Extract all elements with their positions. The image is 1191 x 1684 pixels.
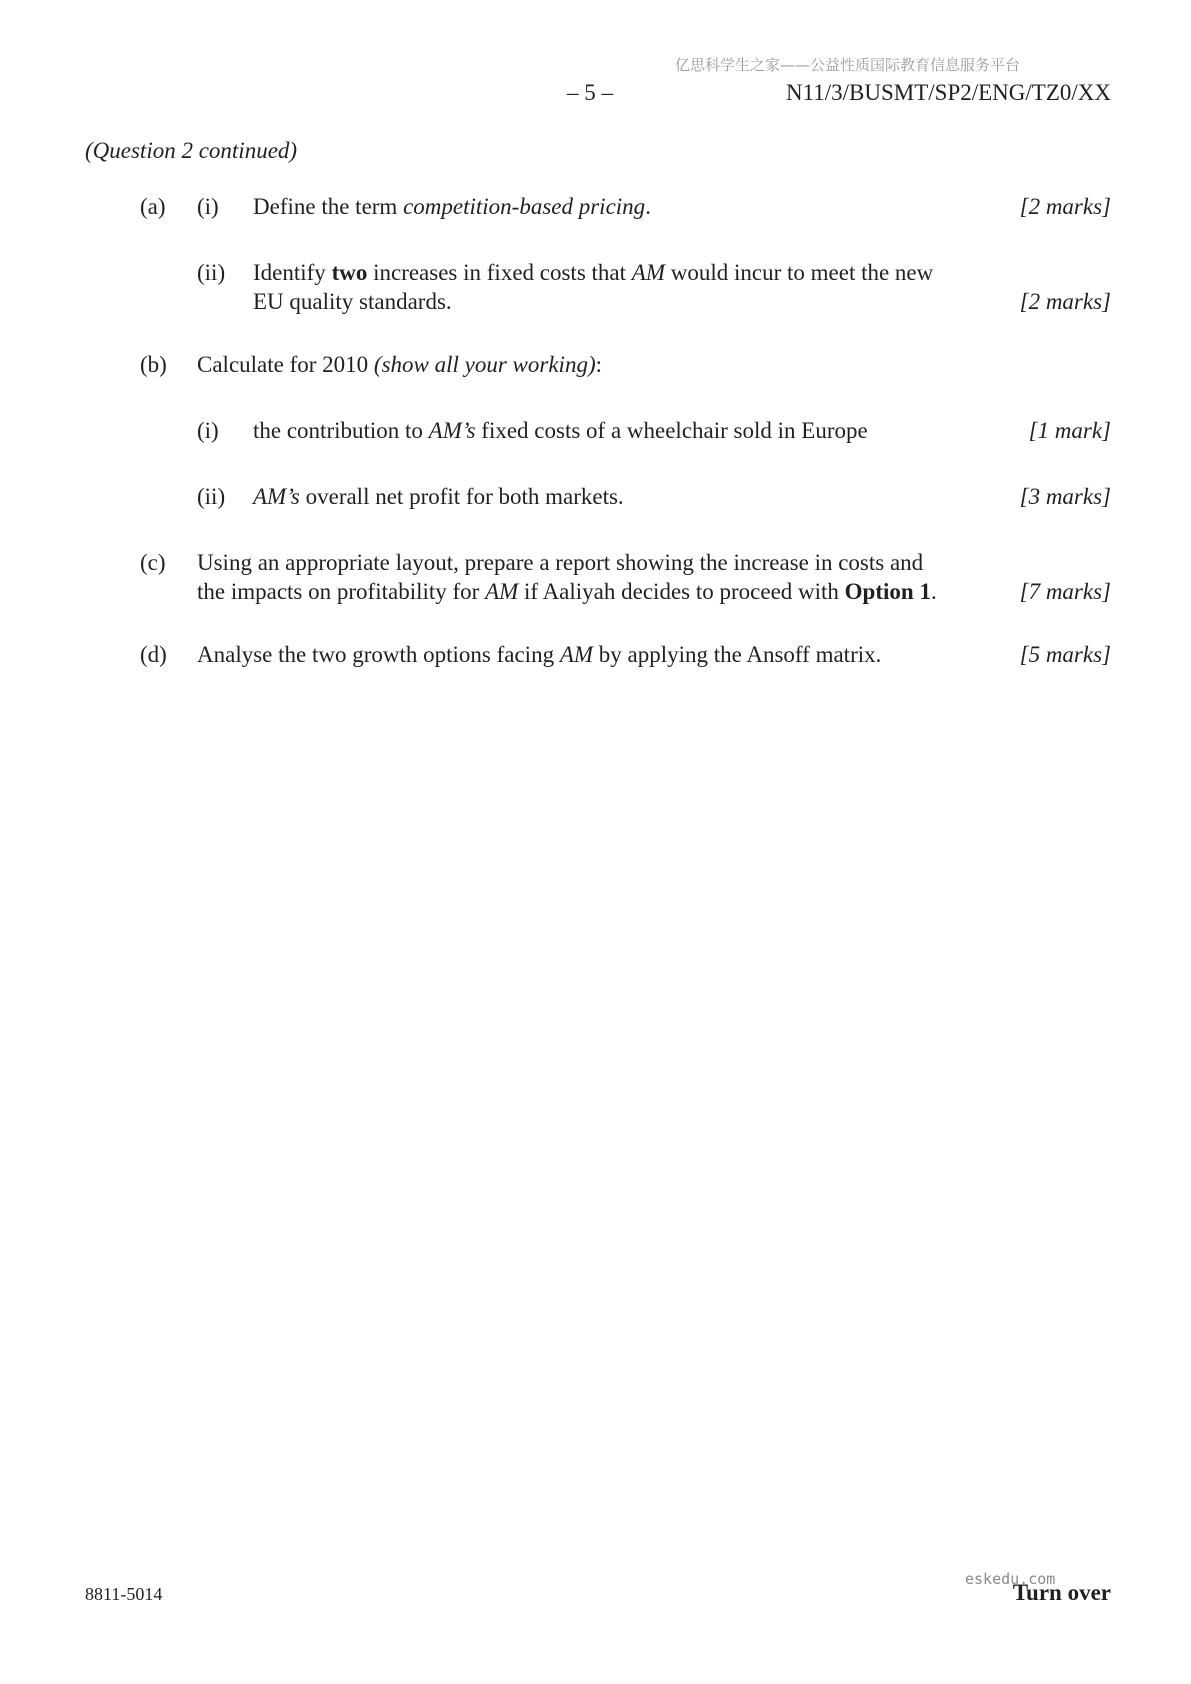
question-b-ii-label: (ii) <box>197 484 226 509</box>
question-b-text: Calculate for 2010 (show all your working): <box>197 352 603 377</box>
question-a-ii-line2: EU quality standards. <box>253 289 452 314</box>
question-c-marks: [7 marks] <box>1019 579 1111 604</box>
question-c-line1: Using an appropriate layout, prepare a report showing the increase in costs and <box>197 550 924 575</box>
continued-label: (Question 2 continued) <box>85 138 298 163</box>
question-b-i-marks: [1 mark] <box>1028 418 1111 443</box>
page-number: – 5 – <box>567 80 613 105</box>
watermark-bottom: eskedu.com <box>965 1570 1056 1588</box>
turn-over: Turn over <box>1012 1580 1111 1605</box>
question-a-i-marks: [2 marks] <box>1019 194 1111 219</box>
question-a-ii-label: (ii) <box>197 260 226 285</box>
question-a-i-text: Define the term competition-based pricing. <box>253 194 651 219</box>
question-b-i-text: the contribution to AM’s fixed costs of a wheelchair sold in Europe <box>253 418 868 443</box>
question-b-label: (b) <box>140 352 167 377</box>
paper-code: N11/3/BUSMT/SP2/ENG/TZ0/XX <box>785 80 1111 105</box>
question-a-ii-marks: [2 marks] <box>1019 289 1111 314</box>
question-c-line2: the impacts on profitability for AM if Aaliyah decides to proceed with Option 1. <box>197 579 937 604</box>
watermark-top: 亿思科学生之家——公益性质国际教育信息服务平台 <box>675 56 1021 74</box>
question-a-ii-line1: Identify two increases in fixed costs that AM would incur to meet the new <box>253 260 934 285</box>
question-d-marks: [5 marks] <box>1019 642 1111 667</box>
question-d-text: Analyse the two growth options facing AM by applying the Ansoff matrix. <box>197 642 882 667</box>
question-c-label: (c) <box>140 550 166 575</box>
question-b-ii-text: AM’s overall net profit for both markets. <box>253 484 624 509</box>
question-b-i-label: (i) <box>197 418 219 443</box>
question-a-i-label: (i) <box>197 194 219 219</box>
question-a-label: (a) <box>140 194 166 219</box>
footer-code: 8811-5014 <box>85 1584 163 1604</box>
question-b-ii-marks: [3 marks] <box>1019 484 1111 509</box>
question-d-label: (d) <box>140 642 167 667</box>
